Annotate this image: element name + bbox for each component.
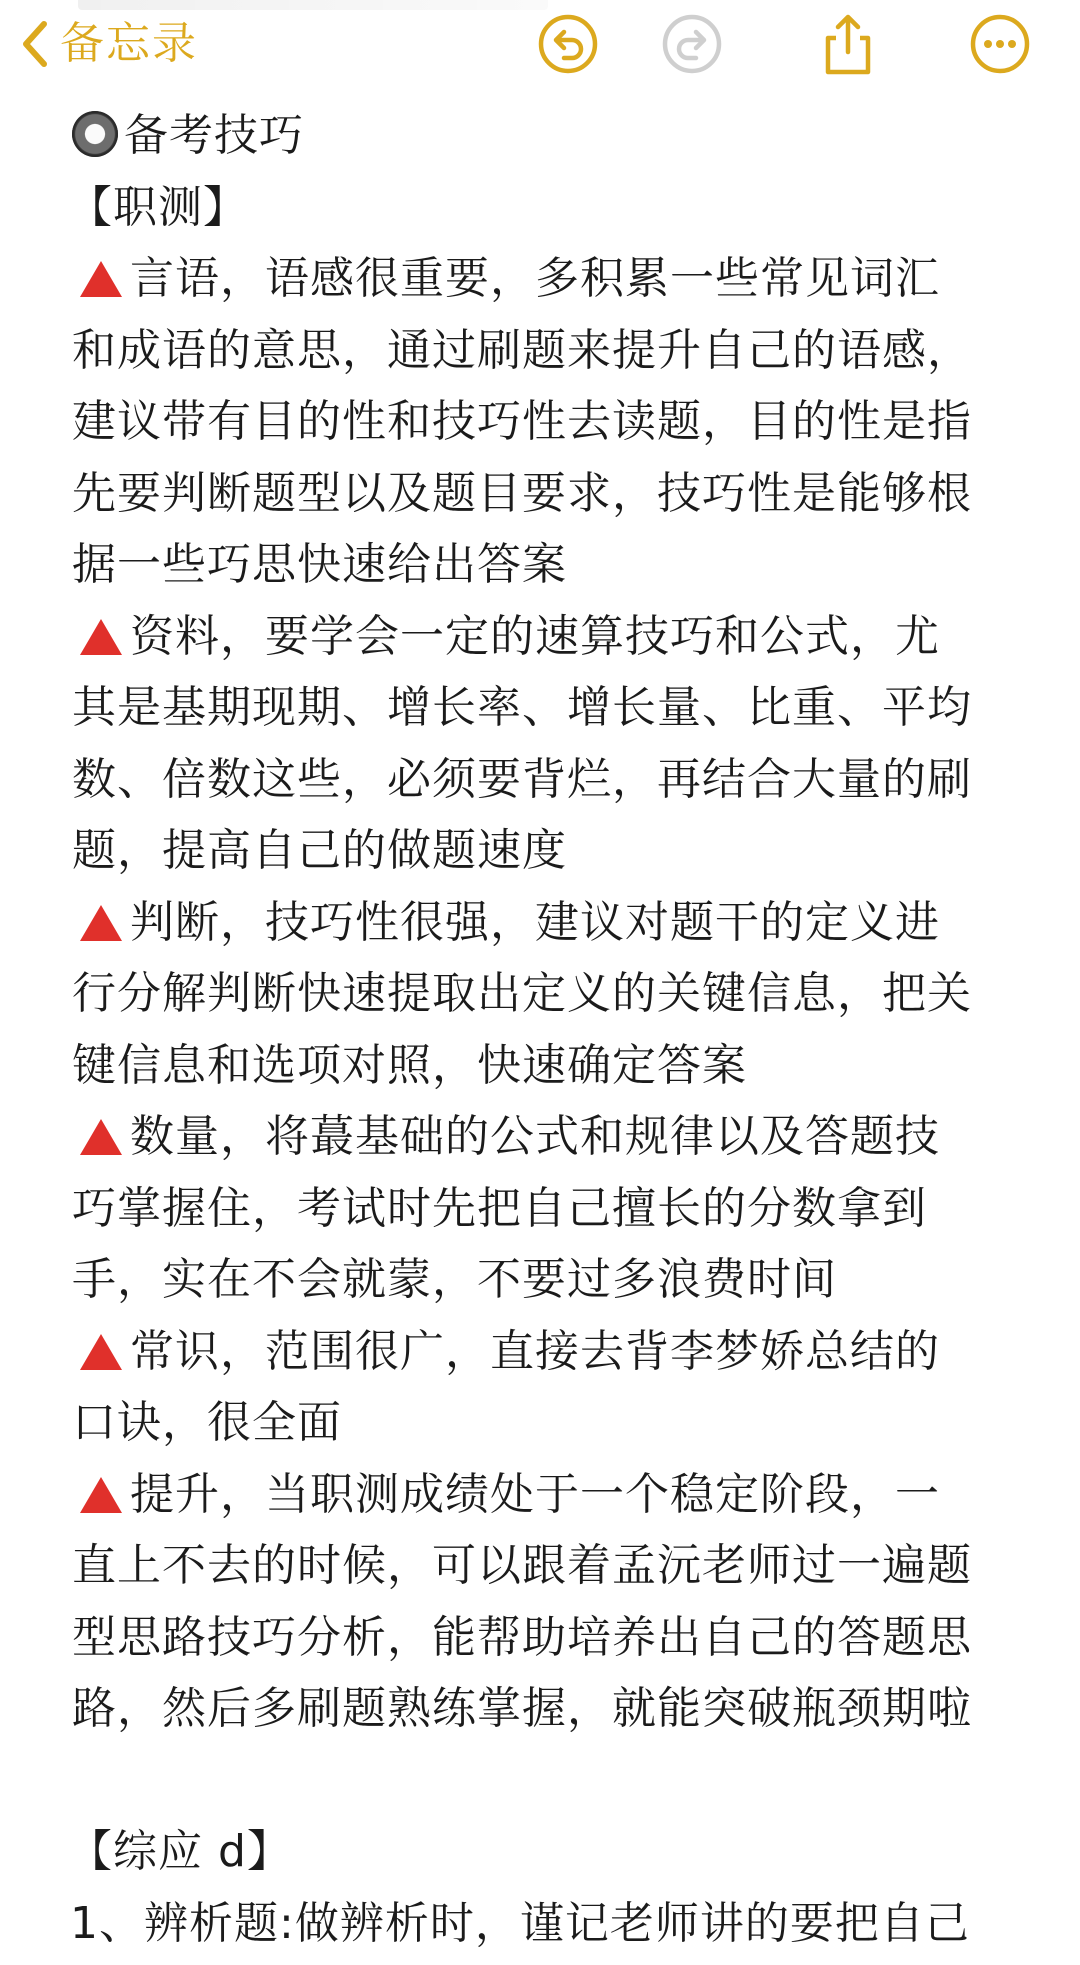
note-line-text: 口诀，很全面	[72, 1397, 342, 1448]
navigation-bar	[0, 0, 1080, 90]
red-triangle-icon	[80, 619, 122, 655]
note-line-text: 言语，语感很重要，多积累一些常见词汇	[130, 253, 940, 304]
note-line	[72, 1602, 1012, 1674]
note-line	[72, 958, 1012, 1030]
note-line-text: 巧掌握住，考试时先把自己擅长的分数拿到	[72, 1182, 927, 1234]
note-line	[72, 672, 1012, 744]
note-line	[72, 815, 1012, 887]
back-button-label: 备忘录	[60, 18, 198, 69]
note-line-text: 提升，当职测成绩处于一个稳定阶段，一	[130, 1468, 940, 1520]
back-button[interactable]	[20, 18, 198, 70]
note-line	[72, 1030, 1012, 1102]
note-line-text: 据一些巧思快速给出答案	[72, 539, 567, 590]
note-line-text: 其是基期现期、增长率、增长量、比重、平均	[72, 682, 972, 733]
section-header: 【职测】	[68, 181, 248, 233]
red-triangle-icon	[80, 905, 122, 941]
note-line	[72, 315, 1012, 387]
redo-icon[interactable]	[660, 12, 724, 76]
note-line-text: 常识，范围很广，直接去背李梦娇总结的	[130, 1325, 940, 1377]
note-line-text: 数量，将蕞基础的公式和规律以及答题技	[130, 1111, 940, 1162]
note-line-text: 手，实在不会就蒙，不要过多浪费时间	[72, 1254, 837, 1305]
note-line	[72, 1459, 1012, 1531]
note-line-text: 直上不去的时候，可以跟着孟沅老师过一遍题	[72, 1540, 972, 1591]
red-triangle-icon	[80, 261, 122, 297]
note-title-text: 备考技巧	[124, 110, 304, 161]
note-body[interactable]	[68, 100, 1012, 1959]
note-line	[72, 243, 1012, 315]
note-line	[72, 1673, 1012, 1745]
note-line-text: 数、倍数这些，必须要背烂，再结合大量的刷	[72, 753, 972, 805]
note-line: 1、辨析题:做辨析时，谨记老师讲的要把自己	[70, 1897, 970, 1949]
radio-button-icon	[72, 111, 118, 157]
note-lines	[72, 243, 1012, 1745]
scrolled-content-remnant	[78, 0, 548, 10]
red-triangle-icon	[80, 1119, 122, 1155]
note-line	[72, 601, 1012, 673]
section-header: 【综应 d】	[68, 1826, 292, 1877]
share-icon[interactable]	[816, 12, 880, 76]
note-line	[72, 1244, 1012, 1316]
note-line	[72, 1101, 1012, 1173]
note-line	[72, 458, 1012, 530]
note-line-text: 判断，技巧性很强，建议对题干的定义进	[130, 896, 940, 948]
red-triangle-icon	[80, 1334, 122, 1370]
note-line	[72, 887, 1012, 959]
note-line	[72, 1387, 1012, 1459]
note-line-text: 资料，要学会一定的速算技巧和公式，尤	[130, 610, 940, 662]
blank-line	[72, 1745, 1012, 1817]
undo-icon[interactable]	[536, 12, 600, 76]
note-line-text: 先要判断题型以及题目要求，技巧性是能够根	[72, 467, 972, 519]
note-line	[72, 1316, 1012, 1388]
chevron-left-icon	[20, 20, 50, 68]
more-icon[interactable]	[968, 12, 1032, 76]
note-line	[72, 386, 1012, 458]
note-line-text: 建议带有目的性和技巧性去读题，目的性是指	[72, 396, 972, 447]
note-line	[72, 529, 1012, 601]
note-line-text: 键信息和选项对照，快速确定答案	[72, 1039, 747, 1091]
note-line	[72, 744, 1012, 816]
note-line-text: 路，然后多刷题熟练掌握，就能突破瓶颈期啦	[72, 1683, 972, 1734]
note-line-text: 题，提高自己的做题速度	[72, 825, 567, 876]
red-triangle-icon	[80, 1477, 122, 1513]
note-line-text: 行分解判断快速提取出定义的关键信息，把关	[72, 968, 972, 1019]
note-line-text: 和成语的意思，通过刷题来提升自己的语感，	[72, 324, 972, 376]
note-line	[72, 1530, 1012, 1602]
note-line-text: 型思路技巧分析，能帮助培养出自己的答题思	[72, 1611, 972, 1663]
note-title	[72, 100, 1012, 172]
note-line	[72, 1173, 1012, 1245]
